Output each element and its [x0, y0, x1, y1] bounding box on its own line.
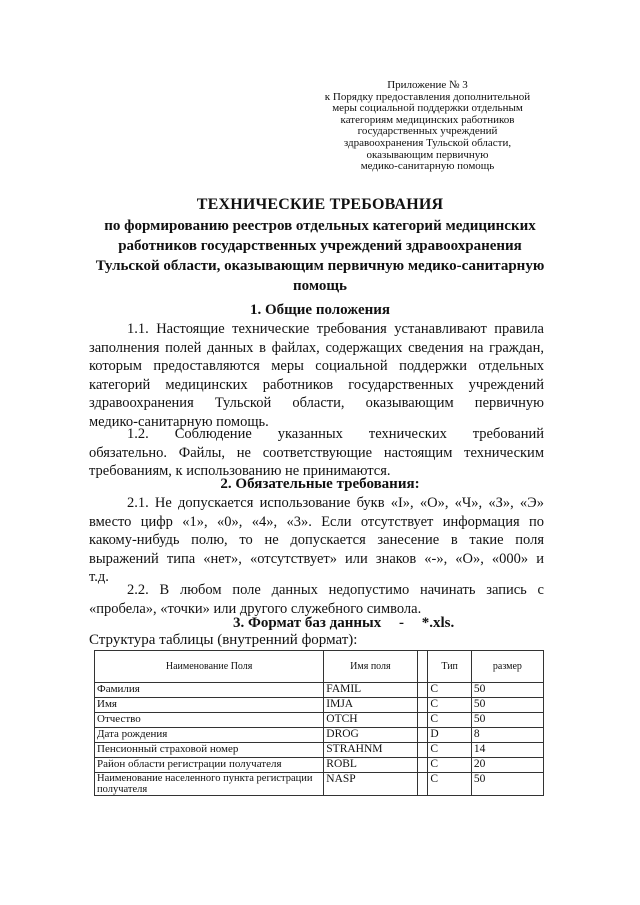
cell-field: IMJA — [324, 698, 417, 713]
cell-size: 50 — [471, 698, 543, 713]
cell-spacer — [417, 758, 428, 773]
cell-type: C — [428, 743, 471, 758]
section1-paragraph-2 — [89, 425, 544, 481]
table-row — [95, 773, 544, 796]
cell-type: D — [428, 728, 471, 743]
table-row — [95, 698, 544, 713]
paragraph-line: выражений типа «нет», «отсутствует» или знаков «-», «О», «000» и — [89, 550, 544, 567]
appendix-line: государственных учреждений — [357, 125, 498, 138]
subtitle-line: помощь — [293, 278, 347, 294]
appendix-line: оказывающим первичную — [366, 148, 489, 161]
section2-paragraph-1 — [89, 494, 544, 587]
cell-spacer — [417, 743, 428, 758]
section3-heading-text: 3. Формат баз данных — [233, 615, 382, 631]
document-title: ТЕХНИЧЕСКИЕ ТРЕБОВАНИЯ — [196, 196, 444, 213]
cell-spacer — [417, 698, 428, 713]
cell-field: ROBL — [324, 758, 417, 773]
cell-name: Дата рождения — [95, 728, 324, 743]
paragraph-line: 1.2. Соблюдение указанных технических требований — [127, 426, 544, 442]
table-structure-label: Структура таблицы (внутренний формат): — [89, 632, 358, 648]
section3-dash: - — [398, 615, 404, 631]
paragraph-line: заполнения полей данных в файлах, содержащих сведения на граждан, — [89, 339, 544, 356]
section3-extension: *.xls. — [421, 615, 455, 631]
paragraph-line: медико-санитарную помощь. — [89, 413, 269, 430]
paragraph-line: 1.1. Настоящие технические требования устанавливают правила — [127, 321, 544, 337]
appendix-line: Приложение № 3 — [387, 79, 468, 91]
header-size: размер — [471, 651, 543, 683]
cell-name: Пенсионный страховой номер — [95, 743, 324, 758]
paragraph-line: здравоохранения Тульской области, оказывающим первичную — [89, 395, 544, 412]
paragraph-line: вместо цифр «1», «0», «4», «3». Если отсутствует информация по — [89, 513, 544, 530]
paragraph-line: 2.1. Не допускается использование букв «I», «О», «Ч», «З», «Э» — [127, 495, 544, 511]
cell-type: C — [428, 773, 471, 796]
cell-name: Фамилия — [95, 683, 324, 698]
cell-size: 20 — [471, 758, 543, 773]
cell-name: Имя — [95, 698, 324, 713]
cell-type: C — [428, 758, 471, 773]
subtitle-line: работников государственных учреждений здравоохранения — [118, 238, 522, 254]
table-row — [95, 683, 544, 698]
cell-name: Район области регистрации получателя — [95, 758, 324, 773]
header-field-name: Наименование Поля — [95, 651, 324, 683]
section1-paragraph-1 — [89, 320, 544, 432]
paragraph-line: требованиям, к использованию не принимаются. — [89, 463, 391, 480]
cell-type: C — [428, 683, 471, 698]
appendix-line: медико-санитарную помощь — [360, 160, 495, 173]
cell-type: C — [428, 713, 471, 728]
header-type: Тип — [428, 651, 471, 683]
appendix-line: здравоохранения Тульской области, — [343, 136, 512, 149]
cell-spacer — [417, 773, 428, 796]
paragraph-line: т.д. — [89, 569, 109, 586]
section2-paragraph-2 — [89, 581, 544, 618]
paragraph-line: какому-нибудь полю, то не допускается занесение в такие поля — [89, 532, 544, 549]
header-spacer — [417, 651, 428, 683]
cell-size: 50 — [471, 713, 543, 728]
section2-heading: 2. Обязательные требования: — [220, 476, 420, 492]
header-field-id: Имя поля — [324, 651, 417, 683]
cell-size: 50 — [471, 773, 543, 796]
paragraph-line: категорий медицинских работников государственных учреждений — [89, 376, 544, 393]
cell-field: FAMIL — [324, 683, 417, 698]
section3-heading — [233, 615, 454, 632]
cell-spacer — [417, 728, 428, 743]
section1-heading: 1. Общие положения — [249, 302, 391, 318]
table-row — [95, 743, 544, 758]
cell-spacer — [417, 683, 428, 698]
cell-field: NASP — [324, 773, 417, 796]
table-row — [95, 713, 544, 728]
appendix-block — [300, 80, 555, 173]
cell-name: Наименование населенного пункта регистрации получателя — [95, 773, 324, 796]
paragraph-line: «пробела», «точки» или другого служебного символа. — [89, 600, 422, 617]
table-row — [95, 728, 544, 743]
cell-size: 8 — [471, 728, 543, 743]
cell-field: STRAHNM — [324, 743, 417, 758]
table-row — [95, 758, 544, 773]
cell-size: 50 — [471, 683, 543, 698]
cell-field: OTCH — [324, 713, 417, 728]
paragraph-line: обязательно. Файлы, не соответствующие настоящим техническим — [89, 444, 544, 461]
table-header-row — [95, 651, 544, 683]
cell-field: DROG — [324, 728, 417, 743]
document-subtitle — [60, 216, 580, 296]
fields-table — [94, 650, 544, 796]
cell-spacer — [417, 713, 428, 728]
appendix-line: меры социальной поддержки отдельным — [332, 102, 523, 115]
cell-type: C — [428, 698, 471, 713]
subtitle-line: по формированию реестров отдельных категорий медицинских — [104, 218, 536, 234]
subtitle-line: Тульской области, оказывающим первичную медико-санитарную — [95, 258, 545, 274]
cell-name: Отчество — [95, 713, 324, 728]
cell-size: 14 — [471, 743, 543, 758]
appendix-line: категориям медицинских работников — [340, 113, 515, 126]
paragraph-line: которым предоставляются меры социальной поддержки отдельных — [89, 358, 544, 375]
paragraph-line: 2.2. В любом поле данных недопустимо начинать запись с — [127, 582, 544, 598]
appendix-line: к Порядку предоставления дополнительной — [324, 90, 531, 103]
